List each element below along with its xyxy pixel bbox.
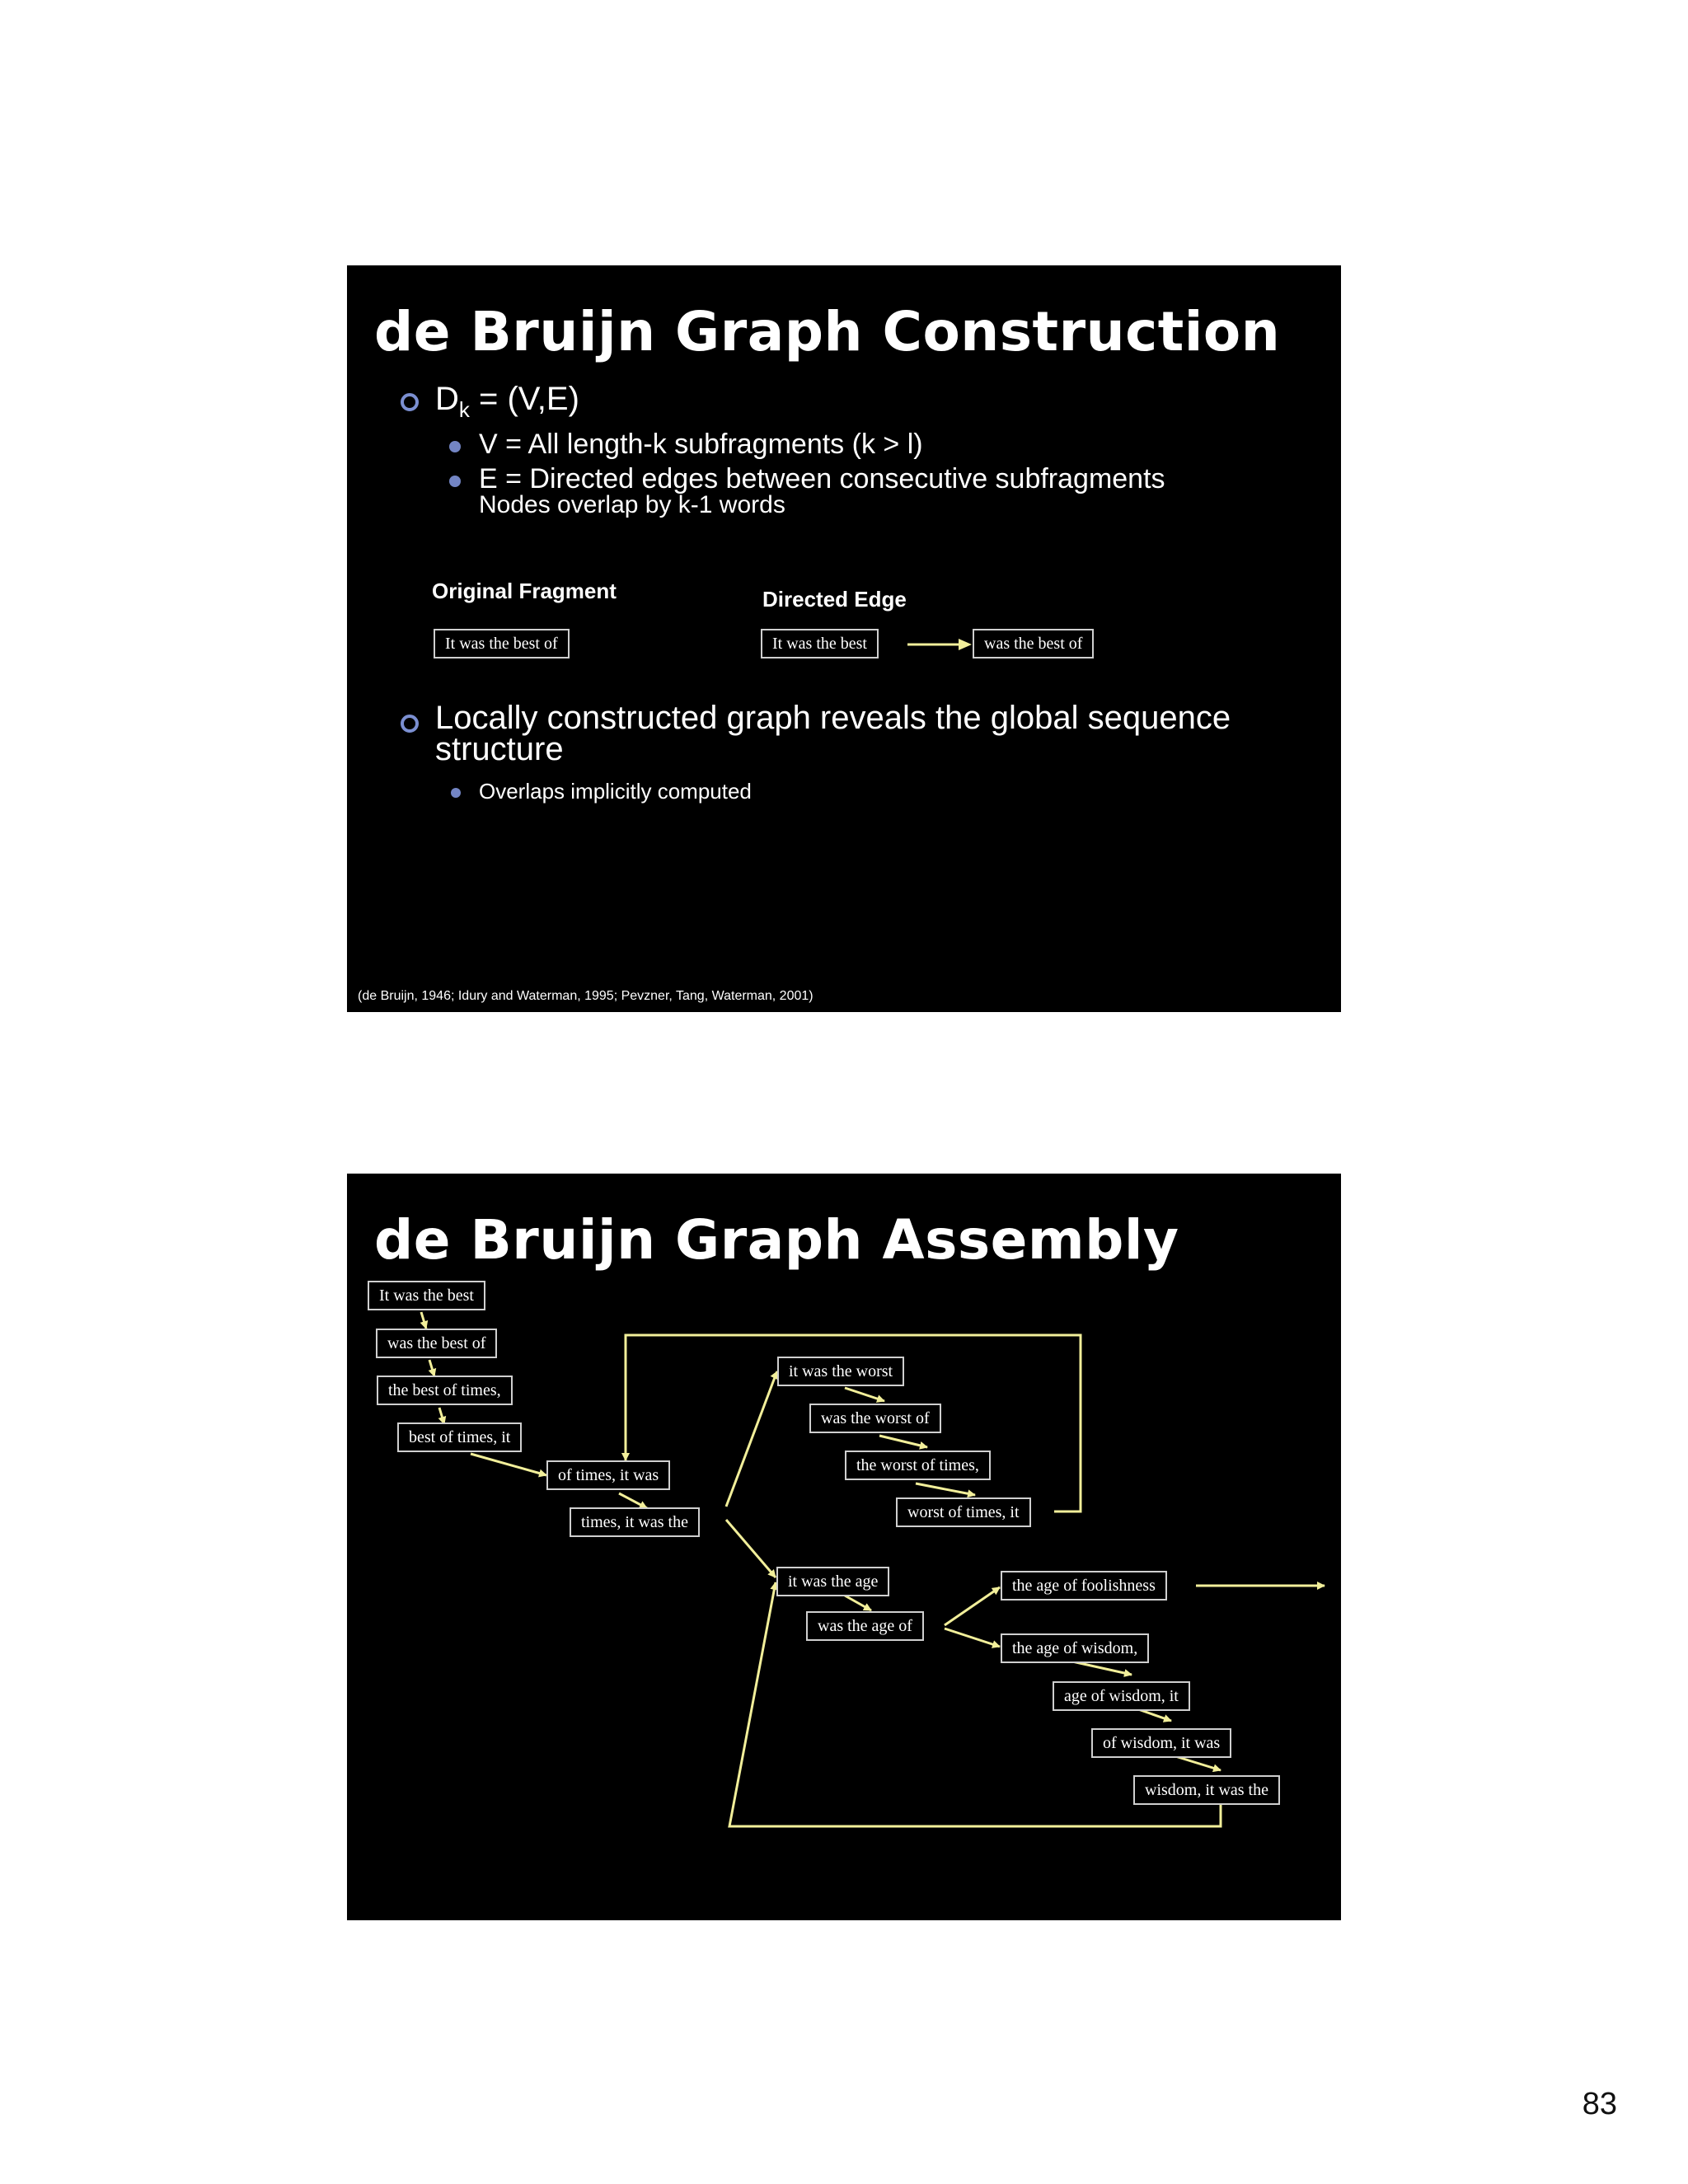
graph-node: was the worst of: [809, 1404, 941, 1433]
dot-bullet-icon: [451, 788, 461, 798]
directed-edge-label: Directed Edge: [762, 587, 907, 612]
graph-node: was the age of: [806, 1611, 924, 1641]
graph-node: times, it was the: [570, 1507, 700, 1537]
slide-title: de Bruijn Graph Assembly: [374, 1208, 1179, 1272]
graph-node: it was the worst: [777, 1357, 904, 1386]
citation: (de Bruijn, 1946; Idury and Waterman, 1995; Pevzner, Tang, Waterman, 2001): [358, 989, 814, 1003]
graph-node: it was the age: [776, 1567, 889, 1596]
page-number: 83: [1582, 2087, 1617, 2121]
graph-node: the age of foolishness: [1001, 1571, 1167, 1601]
fragment-box: It was the best of: [434, 629, 570, 658]
graph-node: was the best of: [376, 1329, 497, 1358]
graph-node: worst of times, it: [896, 1497, 1031, 1527]
graph-node: of times, it was: [546, 1460, 670, 1490]
bullet-dk-definition: $D_k = (V,E)$: [435, 381, 579, 422]
graph-node: the best of times,: [377, 1376, 513, 1405]
slide-de-bruijn-construction: [347, 265, 1341, 1012]
slide-de-bruijn-assembly: [347, 1174, 1341, 1920]
graph-node: wisdom, it was the: [1133, 1775, 1280, 1805]
graph-node: the worst of times,: [845, 1451, 991, 1480]
original-fragment-label: Original Fragment: [432, 579, 617, 603]
graph-node: age of wisdom, it: [1053, 1681, 1190, 1711]
slide-title: de Bruijn Graph Construction: [374, 300, 1281, 363]
graph-node: It was the best: [368, 1281, 485, 1310]
edge-to-node: was the best of: [973, 629, 1094, 658]
bullet-overlaps: Overlaps implicitly computed: [479, 779, 752, 804]
bullet-global-structure: Locally constructed graph reveals the global sequence structure: [435, 700, 1231, 767]
directed-edge-arrow: [347, 265, 1341, 1012]
assembly-graph-edges: [347, 1174, 1341, 1920]
bullet-vertices: V = All length-k subfragments (k > l): [479, 429, 923, 460]
edge-from-node: It was the best: [761, 629, 879, 658]
bullet-edges-note: Nodes overlap by k-1 words: [479, 491, 785, 518]
graph-node: best of times, it: [397, 1422, 522, 1452]
graph-node: of wisdom, it was: [1091, 1728, 1231, 1758]
bullet-edges: E = Directed edges between consecutive subfragments: [479, 463, 1165, 494]
ring-bullet-icon: [401, 715, 419, 733]
graph-node: the age of wisdom,: [1001, 1633, 1149, 1663]
